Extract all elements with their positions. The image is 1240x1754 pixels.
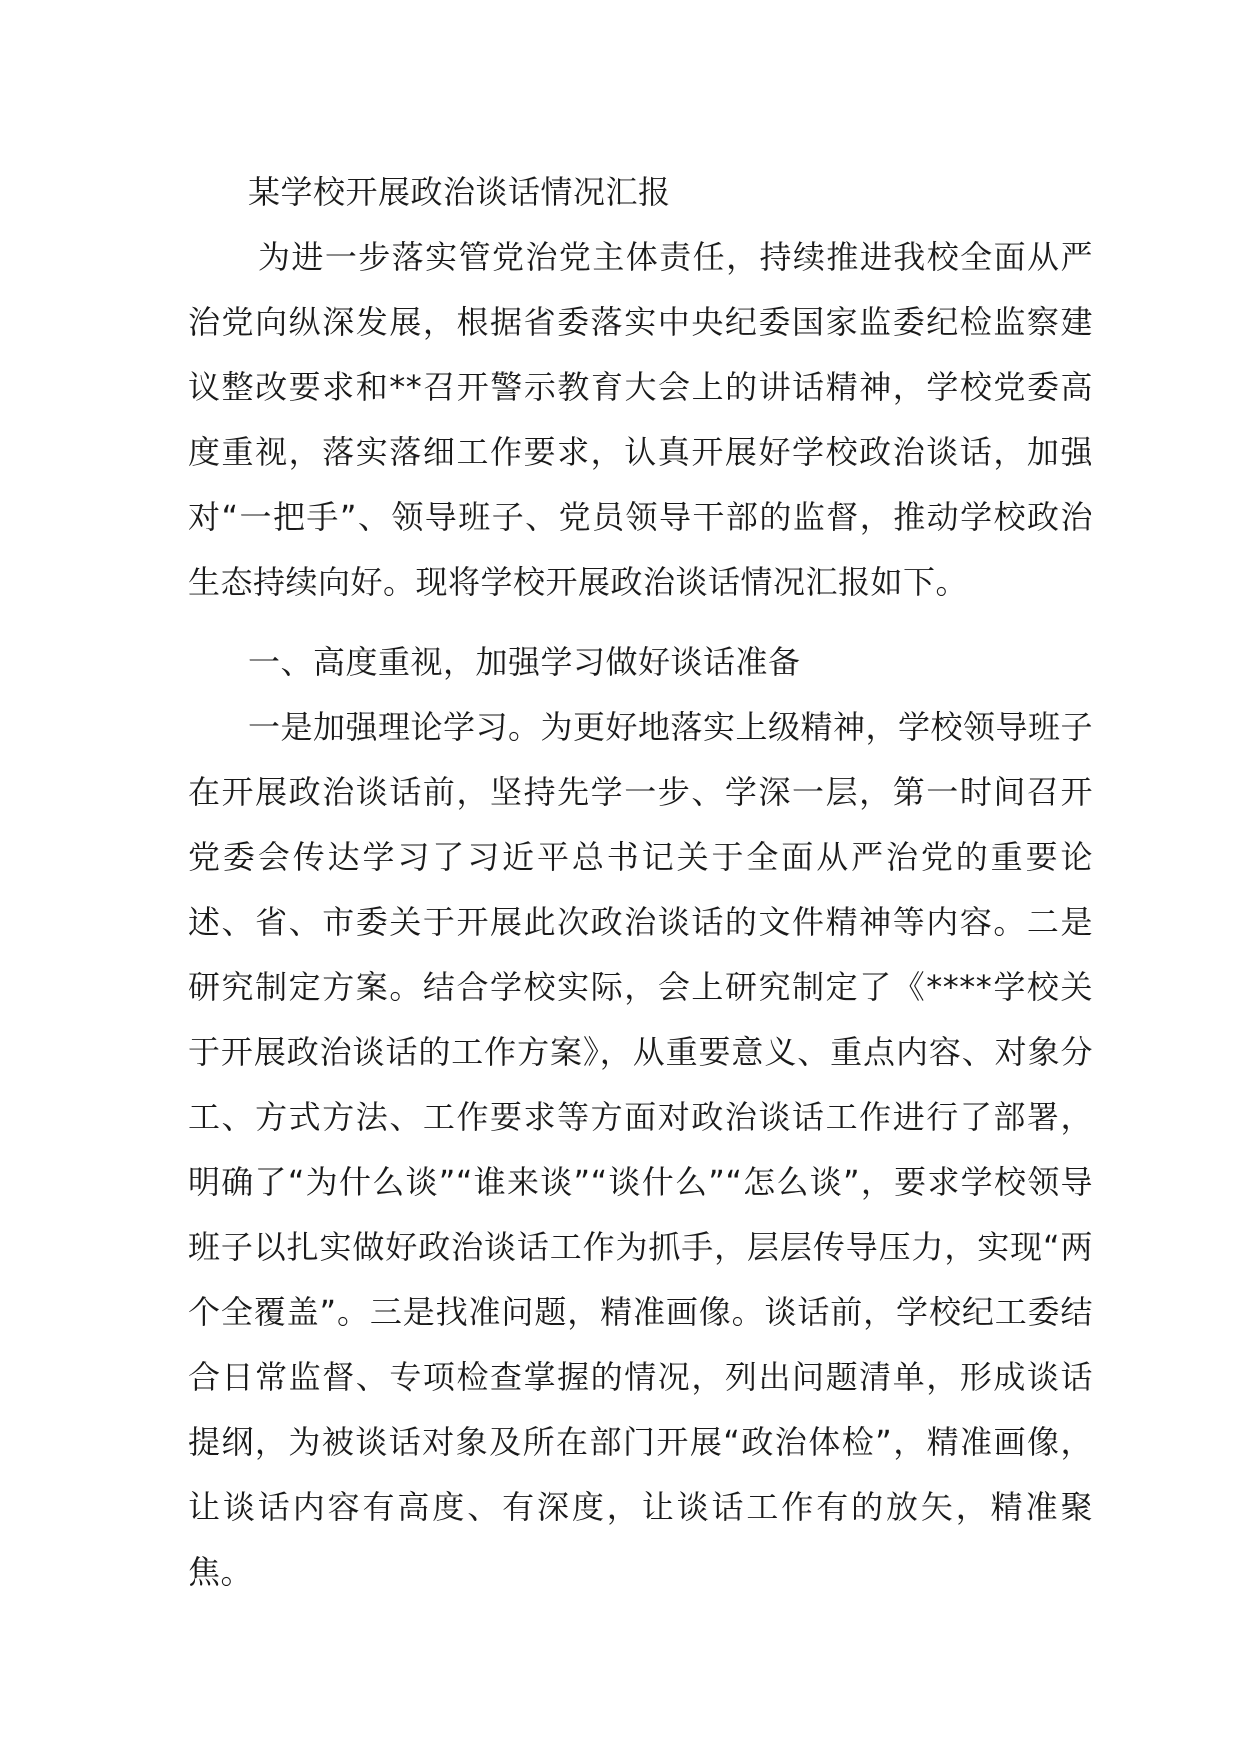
section-heading: 一、高度重视，加强学习做好谈话准备 [248, 643, 801, 681]
body-paragraph: 一是加强理论学习。为更好地落实上级精神，学校领导班子在开展政治谈话前，坚持先学一步、学深一层，第一时间召开党委会传达学习了习近平总书记关于全面从严治党的重要论述、省、市委关于开展此次政治谈话的文件精神等内容。二是研究制定方案。结合学校实际，会上研究制定了《****学校关于开展政治谈话的工作方案》，从重要意义、重点内容、对象分工、方式方法、工作要求等方面对政治谈话工作进行了部署，明确了“为什么谈”“谁来谈”“谈什么”“怎么谈”，要求学校领导班子以扎实做好政治谈话工作为抓手，层层传导压力，实现“两个全覆盖”。三是找准问题，精准画像。谈话前，学校纪工委结合日常监督、专项检查掌握的情况，列出问题清单，形成谈话提纲，为被谈话对象及所在部门开展“政治体检”，精准画像，让谈话内容有高度、有深度，让谈话工作有的放矢，精准聚焦。 [188, 708, 1094, 1591]
intro-paragraph: 为进一步落实管党治党主体责任，持续推进我校全面从严治党向纵深发展，根据省委落实中央纪委国家监委纪检监察建议整改要求和**召开警示教育大会上的讲话精神，学校党委高度重视，落实落细工作要求，认真开展好学校政治谈话，加强对“一把手”、领导班子、党员领导干部的监督，推动学校政治生态持续向好。现将学校开展政治谈话情况汇报如下。 [188, 238, 1093, 601]
document-title: 某学校开展政治谈话情况汇报 [248, 173, 671, 211]
